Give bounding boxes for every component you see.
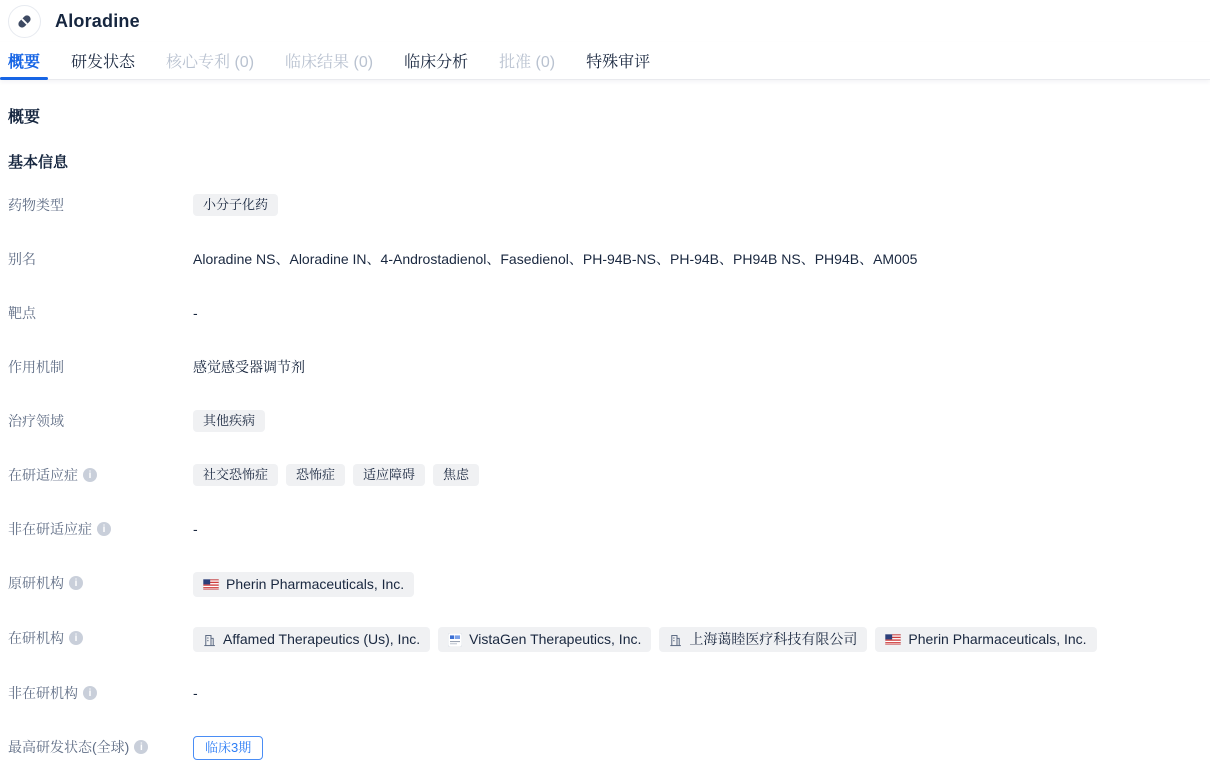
us-flag-icon <box>203 579 219 590</box>
field-label: 别名 <box>8 251 36 267</box>
info-icon[interactable]: i <box>69 631 83 645</box>
pill-icon <box>15 12 34 31</box>
tab-clinical-results: 临床结果 (0) <box>285 54 374 71</box>
field-row-therapy-area <box>8 410 1202 434</box>
field-row-aliases <box>8 248 1202 272</box>
field-row-mechanism <box>8 356 1202 380</box>
field-row-drug-type <box>8 194 1202 218</box>
company-name: VistaGen Therapeutics, Inc. <box>469 631 642 647</box>
field-label: 治疗领域 <box>8 413 64 429</box>
field-label: 非在研机构 <box>8 685 78 701</box>
subsection-title: 基本信息 <box>8 154 69 171</box>
aliases-value: Aloradine NS、Aloradine IN、4-Androstadienol、Fasedienol、PH-94B-NS、PH-94B、PH94B NS、PH94B、AM005 <box>193 251 918 267</box>
inactive-orgs-value: - <box>193 685 198 701</box>
field-label: 原研机构 <box>8 575 64 591</box>
info-icon[interactable]: i <box>134 740 148 754</box>
indication-tag[interactable]: 恐怖症 <box>286 464 345 486</box>
field-row-highest-phase <box>8 736 1202 760</box>
company-tag[interactable] <box>875 627 1096 652</box>
field-label: 靶点 <box>8 305 36 321</box>
field-label: 最高研发状态(全球) <box>8 739 130 755</box>
company-tag[interactable] <box>193 627 430 652</box>
tab-rd-status[interactable]: 研发状态 <box>71 54 136 71</box>
indication-tag[interactable]: 适应障碍 <box>353 464 425 486</box>
field-label: 药物类型 <box>8 197 64 213</box>
company-tag[interactable] <box>193 572 414 597</box>
overview-panel <box>0 80 1210 760</box>
tab-approval: 批准 (0) <box>499 54 556 71</box>
tab-bar <box>0 42 1210 80</box>
tab-special-review[interactable]: 特殊审评 <box>586 54 651 71</box>
field-label: 作用机制 <box>8 359 64 375</box>
company-name: Pherin Pharmaceuticals, Inc. <box>226 576 405 592</box>
section-title: 概要 <box>8 109 41 126</box>
drug-title: Aloradine <box>55 10 140 31</box>
info-icon[interactable]: i <box>83 686 97 700</box>
building-icon <box>669 633 682 647</box>
drug-avatar <box>8 5 41 38</box>
field-row-target <box>8 302 1202 326</box>
tab-clinical-analysis[interactable]: 临床分析 <box>404 54 469 71</box>
company-name: 上海蔼睦医疗科技有限公司 <box>689 631 858 647</box>
field-row-inactive-indications <box>8 518 1202 542</box>
info-icon[interactable]: i <box>69 576 83 590</box>
field-label: 在研适应症 <box>8 467 78 483</box>
indication-tag[interactable]: 社交恐怖症 <box>193 464 278 486</box>
inactive-indications-value: - <box>193 521 198 537</box>
tab-overview[interactable]: 概要 <box>0 42 48 79</box>
therapy-area-tag[interactable]: 其他疾病 <box>193 410 265 432</box>
indication-tag[interactable]: 焦虑 <box>433 464 479 486</box>
field-row-originator <box>8 572 1202 597</box>
field-label: 在研机构 <box>8 630 64 646</box>
field-row-inactive-orgs <box>8 682 1202 706</box>
company-name: Pherin Pharmaceuticals, Inc. <box>908 631 1087 647</box>
vistagen-logo-icon <box>448 633 462 647</box>
tab-core-patents: 核心专利 (0) <box>166 54 255 71</box>
field-row-active-indications <box>8 464 1202 488</box>
target-value: - <box>193 305 198 321</box>
drug-type-tag[interactable]: 小分子化药 <box>193 194 278 216</box>
info-icon[interactable]: i <box>83 468 97 482</box>
field-label: 非在研适应症 <box>8 521 92 537</box>
phase-status-tag[interactable]: 临床3期 <box>193 736 263 760</box>
page-header <box>0 0 1210 42</box>
field-row-active-orgs <box>8 627 1202 652</box>
info-icon[interactable]: i <box>97 522 111 536</box>
us-flag-icon <box>885 634 901 645</box>
mechanism-value: 感觉感受器调节剂 <box>193 359 305 375</box>
company-tag[interactable] <box>438 627 651 652</box>
company-tag[interactable] <box>659 627 867 652</box>
building-icon <box>203 633 216 647</box>
company-name: Affamed Therapeutics (Us), Inc. <box>223 631 421 647</box>
